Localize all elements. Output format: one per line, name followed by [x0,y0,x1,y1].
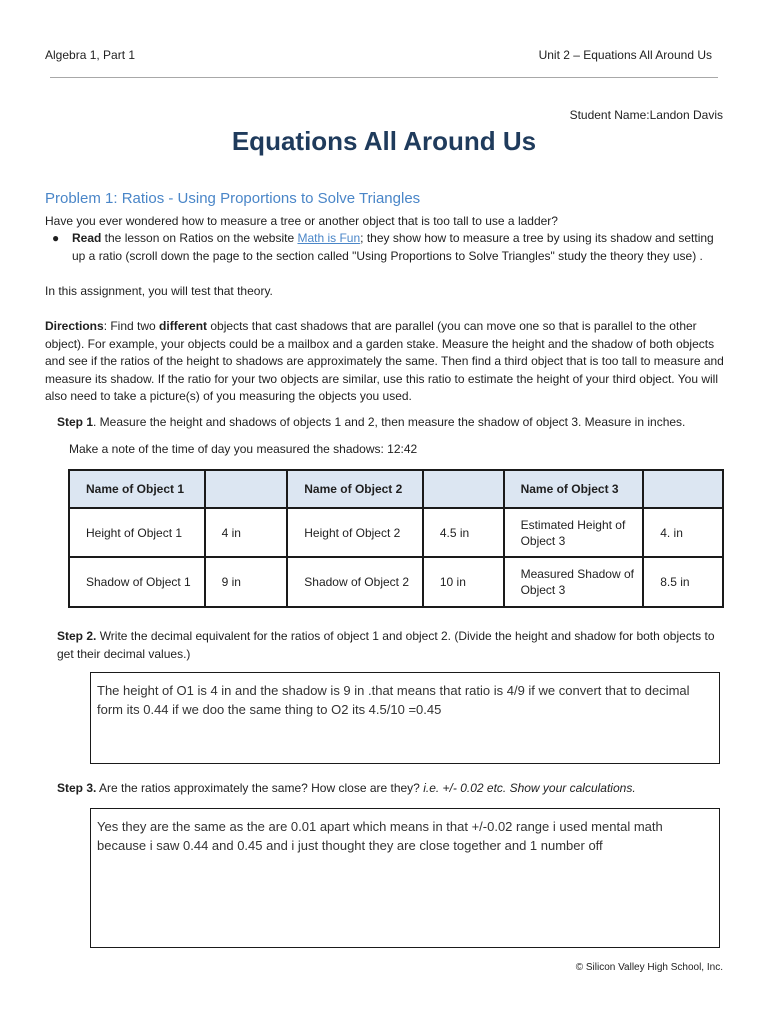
table-row [69,557,723,607]
directions-label: Directions [45,319,104,333]
table-cell[interactable]: 8.5 in [643,557,723,607]
step3-answer-box[interactable]: Yes they are the same as the are 0.01 apart which means in that +/-0.02 range i used mental math because i saw 0.44 and 0.45 and i just thought they are close together and 1 number off [90,808,720,948]
table-header-cell[interactable] [423,470,504,508]
step3-text: Are the ratios approximately the same? How close are they? [96,781,424,795]
table-header-cell: Name of Object 2 [287,470,423,508]
table-cell[interactable]: 9 in [205,557,288,607]
table-header-cell: Name of Object 3 [504,470,644,508]
measurements-table [68,469,724,608]
table-cell[interactable]: 10 in [423,557,504,607]
table-cell: Shadow of Object 2 [287,557,423,607]
time-note: Make a note of the time of day you measured the shadows: 12:42 [69,442,418,456]
step1-text: . Measure the height and shadows of objects 1 and 2, then measure the shadow of object 3. Measure in inches. [93,415,686,429]
unit-header: Unit 2 – Equations All Around Us [538,48,712,62]
step3-instruction [57,781,636,795]
step2-text: Write the decimal equivalent for the ratios of object 1 and object 2. (Divide the height and shadow for both objects to get their decimal values.) [57,629,715,661]
test-theory-paragraph: In this assignment, you will test that theory. [45,284,273,298]
directions-paragraph [45,318,725,406]
intro-paragraph: Have you ever wondered how to measure a tree or another object that is too tall to use a ladder? [45,214,558,228]
step1-instruction [57,415,685,429]
table-header-row [69,470,723,508]
table-header-cell[interactable] [205,470,288,508]
step1-label: Step 1 [57,415,94,429]
read-bold: Read [72,231,102,245]
table-cell: Height of Object 2 [287,508,423,557]
step2-answer-box[interactable]: The height of O1 is 4 in and the shadow is 9 in .that means that ratio is 4/9 if we convert that to decimal form its 0.44 if we doo the same thing to O2 its 4.5/10 =0.45 [90,672,720,764]
table-cell: Shadow of Object 1 [69,557,205,607]
student-name-value: Landon Davis [649,108,723,122]
table-header-cell: Name of Object 1 [69,470,205,508]
directions-text-1: : Find two [103,319,160,333]
step2-label: Step 2. [57,629,97,643]
page-title: Equations All Around Us [231,126,537,156]
bullet-text-after: ; they show how to measure a tree by using its shadow and setting up a ratio (scroll down the page to the section called "Using Proportions to Solve Triangles" study the theory they use) . [72,231,714,263]
table-cell[interactable]: 4.5 in [423,508,504,557]
step3-italic-text: i.e. +/- 0.02 etc. Show your calculations. [423,781,636,795]
directions-bold: different [159,319,208,333]
table-row [69,508,723,557]
table-cell: Measured Shadow of Object 3 [504,557,644,607]
problem-heading: Problem 1: Ratios - Using Proportions to Solve Triangles [45,190,421,207]
course-header: Algebra 1, Part 1 [45,48,136,62]
student-name-label: Student Name: [569,108,650,122]
directions-text-2: objects that cast shadows that are parallel (you can move one so that is parallel to the other object). For example, your objects could be a mailbox and a garden stake. Measure the height and the shadow of both objects and see if the ratios of the height to shadows are approximately the same. Then find a third object that is too tall to measure and measure its shadow. If the ratio for your two objects are similar, use this ratio to estimate the height of your third object. You will also need to take a picture(s) of you measuring the objects you used. [45,319,724,403]
header-divider [50,77,718,78]
student-name-line [570,108,723,122]
math-is-fun-link[interactable]: Math is Fun [297,231,361,245]
copyright-footer: © Silicon Valley High School, Inc. [575,962,723,973]
table-cell: Estimated Height of Object 3 [504,508,644,557]
table-header-cell[interactable] [643,470,723,508]
bullet-icon: ● [52,231,60,245]
step2-instruction [57,628,727,663]
step3-label: Step 3. [57,781,97,795]
table-cell[interactable]: 4 in [205,508,288,557]
bullet-text-before: the lesson on Ratios on the website [101,231,298,245]
table-cell[interactable]: 4. in [643,508,723,557]
table-cell: Height of Object 1 [69,508,205,557]
list-item [52,230,724,265]
